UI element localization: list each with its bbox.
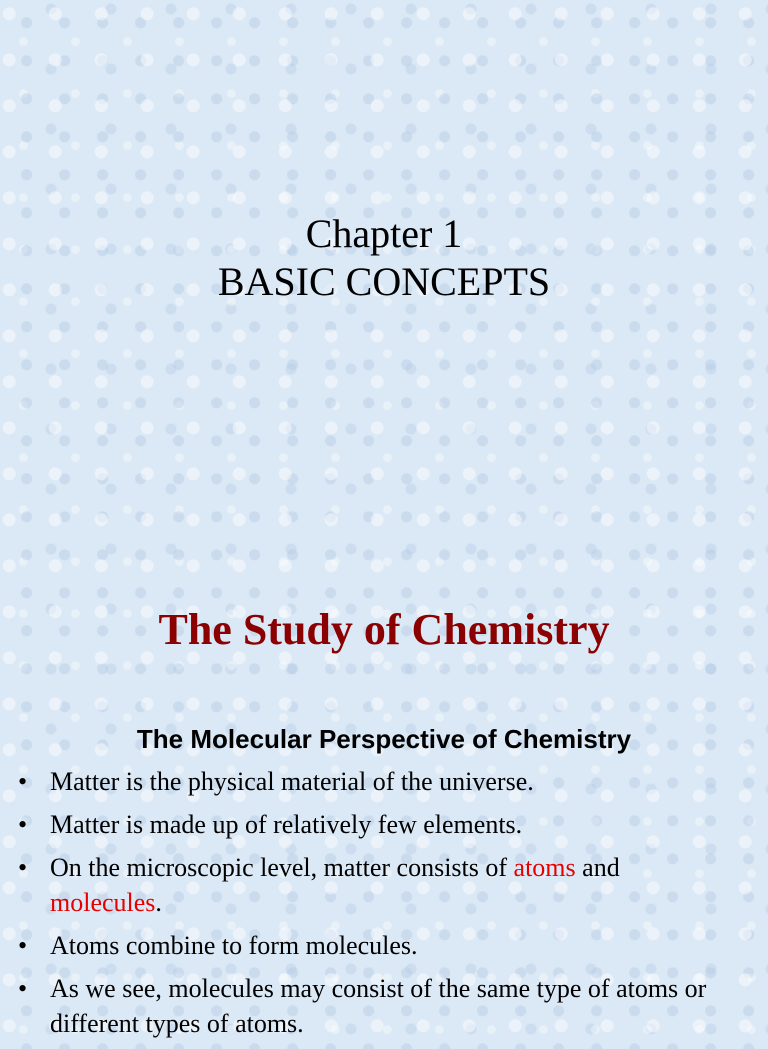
bullet-item: [18, 928, 738, 963]
bullet-item: [18, 971, 738, 1041]
chapter-heading: [0, 210, 768, 306]
bullet-text: Matter is made up of relatively few elements.: [50, 810, 523, 839]
bullet-text-prefix: On the microscopic level, matter consists of: [50, 853, 514, 882]
bullet-icon: •: [18, 853, 28, 882]
bullet-item: [18, 850, 738, 920]
bullet-icon: •: [18, 931, 28, 960]
bullet-text-mid: and: [575, 853, 620, 882]
bullet-item: [18, 807, 738, 842]
bullet-icon: •: [18, 767, 28, 796]
bullet-text: As we see, molecules may consist of the same type of atoms or different types of atoms.: [50, 974, 707, 1038]
highlight-molecules: molecules: [50, 888, 156, 917]
slide-chapter-title: [0, 0, 768, 512]
section-title: The Study of Chemistry: [158, 605, 610, 654]
bullet-icon: •: [18, 974, 28, 1003]
chapter-name: BASIC CONCEPTS: [217, 259, 551, 304]
section-subtitle: The Molecular Perspective of Chemistry: [136, 724, 632, 754]
bullet-icon: •: [18, 810, 28, 839]
highlight-atoms: atoms: [513, 853, 576, 882]
bullet-list: [18, 764, 738, 1049]
bullet-text: Atoms combine to form molecules.: [50, 931, 418, 960]
bullet-text: Matter is the physical material of the universe.: [50, 767, 534, 796]
chapter-number: Chapter 1: [305, 211, 463, 256]
bullet-text-suffix: .: [155, 888, 162, 917]
slide-study-of-chemistry: [0, 512, 768, 1038]
bullet-item: [18, 764, 738, 799]
